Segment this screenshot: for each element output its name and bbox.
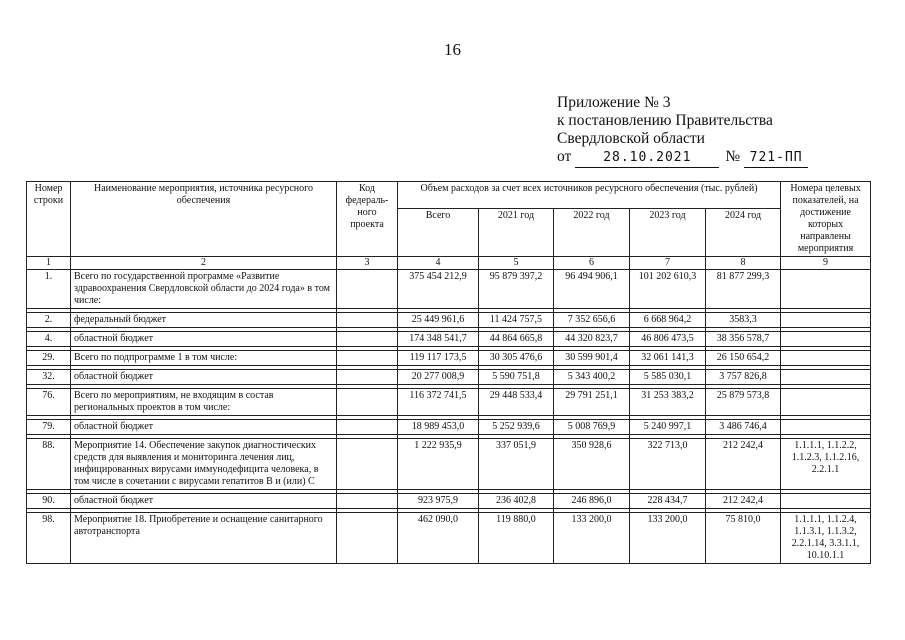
header-federal-code: Код федераль-ного проекта bbox=[337, 182, 398, 257]
row-name: Всего по государственной программе «Развитие здравоохранения Свердловской области до 2024 года» в том числе: bbox=[71, 270, 337, 309]
header-2024: 2024 год bbox=[706, 209, 781, 257]
appendix-title: Приложение № 3 bbox=[557, 94, 671, 111]
table-row bbox=[27, 513, 871, 564]
from-label: от bbox=[557, 148, 572, 165]
row-name: федеральный бюджет bbox=[71, 313, 337, 328]
decree-date: 28.10.2021 bbox=[575, 149, 719, 168]
table-row bbox=[27, 332, 871, 347]
row-2023: 5 585 030,1 bbox=[630, 370, 706, 385]
header-row-no: Номер строки bbox=[27, 182, 71, 257]
row-2022: 44 320 823,7 bbox=[554, 332, 630, 347]
header-name: Наименование мероприятия, источника ресурсного обеспечения bbox=[71, 182, 337, 257]
row-number: 2. bbox=[27, 313, 71, 328]
row-name: Всего по подпрограмме 1 в том числе: bbox=[71, 351, 337, 366]
row-targets bbox=[781, 332, 871, 347]
row-2021: 5 590 751,8 bbox=[479, 370, 554, 385]
table-row bbox=[27, 351, 871, 366]
index-cell: 8 bbox=[706, 257, 781, 270]
row-number: 79. bbox=[27, 420, 71, 435]
row-2023: 133 200,0 bbox=[630, 513, 706, 564]
row-2022: 5 343 400,2 bbox=[554, 370, 630, 385]
row-targets bbox=[781, 494, 871, 509]
row-2024: 212 242,4 bbox=[706, 494, 781, 509]
row-total: 1 222 935,9 bbox=[398, 439, 479, 490]
row-federal-code bbox=[337, 420, 398, 435]
row-2023: 32 061 141,3 bbox=[630, 351, 706, 366]
row-2024: 3583,3 bbox=[706, 313, 781, 328]
row-total: 18 989 453,0 bbox=[398, 420, 479, 435]
index-cell: 7 bbox=[630, 257, 706, 270]
row-2021: 5 252 939,6 bbox=[479, 420, 554, 435]
row-2024: 3 757 826,8 bbox=[706, 370, 781, 385]
row-federal-code bbox=[337, 313, 398, 328]
row-2024: 75 810,0 bbox=[706, 513, 781, 564]
table-row bbox=[27, 439, 871, 490]
row-2023: 5 240 997,1 bbox=[630, 420, 706, 435]
row-2023: 101 202 610,3 bbox=[630, 270, 706, 309]
row-name: Всего по мероприятиям, не входящим в состав региональных проектов в том числе: bbox=[71, 389, 337, 416]
row-targets bbox=[781, 370, 871, 385]
table-row bbox=[27, 389, 871, 416]
row-total: 20 277 008,9 bbox=[398, 370, 479, 385]
row-targets: 1.1.1.1, 1.1.2.4, 1.1.3.1, 1.1.3.2, 2.2.1.14, 3.3.1.1, 10.10.1.1 bbox=[781, 513, 871, 564]
row-federal-code bbox=[337, 370, 398, 385]
row-total: 375 454 212,9 bbox=[398, 270, 479, 309]
row-number: 32. bbox=[27, 370, 71, 385]
row-name: областной бюджет bbox=[71, 494, 337, 509]
row-name: Мероприятие 18. Приобретение и оснащение санитарного автотранспорта bbox=[71, 513, 337, 564]
index-cell: 4 bbox=[398, 257, 479, 270]
row-name: областной бюджет bbox=[71, 420, 337, 435]
row-number: 88. bbox=[27, 439, 71, 490]
page-number: 16 bbox=[444, 40, 461, 59]
table-row bbox=[27, 420, 871, 435]
decree-number: 721-ПП bbox=[744, 149, 808, 168]
row-number: 4. bbox=[27, 332, 71, 347]
row-2021: 11 424 757,5 bbox=[479, 313, 554, 328]
index-cell: 6 bbox=[554, 257, 630, 270]
row-name: областной бюджет bbox=[71, 370, 337, 385]
row-name: Мероприятие 14. Обеспечение закупок диагностических средств для выявления и мониторинга лечения лиц, инфицированных вирусами иммунодефицита человека, в том числе в сочетании с вирусами гепатитов В и (или) С bbox=[71, 439, 337, 490]
row-federal-code bbox=[337, 270, 398, 309]
row-name: областной бюджет bbox=[71, 332, 337, 347]
row-2023: 46 806 473,5 bbox=[630, 332, 706, 347]
row-2024: 38 356 578,7 bbox=[706, 332, 781, 347]
row-2021: 29 448 533,4 bbox=[479, 389, 554, 416]
row-2021: 337 051,9 bbox=[479, 439, 554, 490]
table-row bbox=[27, 270, 871, 309]
row-2022: 350 928,6 bbox=[554, 439, 630, 490]
index-cell: 9 bbox=[781, 257, 871, 270]
row-total: 462 090,0 bbox=[398, 513, 479, 564]
index-cell: 1 bbox=[27, 257, 71, 270]
appendix-decree: к постановлению Правительства bbox=[557, 112, 773, 129]
index-cell: 3 bbox=[337, 257, 398, 270]
row-2022: 246 896,0 bbox=[554, 494, 630, 509]
row-2023: 228 434,7 bbox=[630, 494, 706, 509]
row-federal-code bbox=[337, 439, 398, 490]
row-2021: 119 880,0 bbox=[479, 513, 554, 564]
row-targets bbox=[781, 270, 871, 309]
row-total: 116 372 741,5 bbox=[398, 389, 479, 416]
row-targets bbox=[781, 313, 871, 328]
header-total: Всего bbox=[398, 209, 479, 257]
row-federal-code bbox=[337, 494, 398, 509]
table-row bbox=[27, 313, 871, 328]
row-2024: 26 150 654,2 bbox=[706, 351, 781, 366]
row-federal-code bbox=[337, 351, 398, 366]
row-total: 174 348 541,7 bbox=[398, 332, 479, 347]
header-volume: Объем расходов за счет всех источников ресурсного обеспечения (тыс. рублей) bbox=[398, 182, 781, 209]
row-targets: 1.1.1.1, 1.1.2.2, 1.1.2.3, 1.1.2.16, 2.2.1.1 bbox=[781, 439, 871, 490]
row-number: 98. bbox=[27, 513, 71, 564]
index-cell: 2 bbox=[71, 257, 337, 270]
row-2023: 31 253 383,2 bbox=[630, 389, 706, 416]
row-2022: 7 352 656,6 bbox=[554, 313, 630, 328]
row-targets bbox=[781, 420, 871, 435]
row-2022: 30 599 901,4 bbox=[554, 351, 630, 366]
number-label: № bbox=[725, 148, 741, 165]
row-federal-code bbox=[337, 389, 398, 416]
row-2021: 44 864 665,8 bbox=[479, 332, 554, 347]
row-2022: 5 008 769,9 bbox=[554, 420, 630, 435]
appendix-region: Свердловской области bbox=[557, 130, 705, 147]
row-total: 25 449 961,6 bbox=[398, 313, 479, 328]
row-number: 1. bbox=[27, 270, 71, 309]
row-2024: 3 486 746,4 bbox=[706, 420, 781, 435]
header-targets: Номера целевых показателей, на достижение которых направлены мероприятия bbox=[781, 182, 871, 257]
table-row bbox=[27, 494, 871, 509]
expenses-table bbox=[26, 181, 871, 564]
row-federal-code bbox=[337, 332, 398, 347]
appendix-date-line bbox=[557, 148, 808, 168]
header-2022: 2022 год bbox=[554, 209, 630, 257]
row-federal-code bbox=[337, 513, 398, 564]
header-2023: 2023 год bbox=[630, 209, 706, 257]
row-2023: 322 713,0 bbox=[630, 439, 706, 490]
index-row bbox=[27, 257, 871, 270]
row-2021: 236 402,8 bbox=[479, 494, 554, 509]
row-2022: 133 200,0 bbox=[554, 513, 630, 564]
row-total: 119 117 173,5 bbox=[398, 351, 479, 366]
row-2022: 29 791 251,1 bbox=[554, 389, 630, 416]
row-2021: 30 305 476,6 bbox=[479, 351, 554, 366]
index-cell: 5 bbox=[479, 257, 554, 270]
row-2021: 95 879 397,2 bbox=[479, 270, 554, 309]
row-2024: 81 877 299,3 bbox=[706, 270, 781, 309]
row-2023: 6 668 964,2 bbox=[630, 313, 706, 328]
row-number: 29. bbox=[27, 351, 71, 366]
row-targets bbox=[781, 389, 871, 416]
header-2021: 2021 год bbox=[479, 209, 554, 257]
row-2024: 25 879 573,8 bbox=[706, 389, 781, 416]
row-number: 76. bbox=[27, 389, 71, 416]
row-targets bbox=[781, 351, 871, 366]
row-number: 90. bbox=[27, 494, 71, 509]
header-row bbox=[27, 182, 871, 209]
row-total: 923 975,9 bbox=[398, 494, 479, 509]
table-row bbox=[27, 370, 871, 385]
appendix-block bbox=[557, 94, 808, 168]
row-2024: 212 242,4 bbox=[706, 439, 781, 490]
row-2022: 96 494 906,1 bbox=[554, 270, 630, 309]
